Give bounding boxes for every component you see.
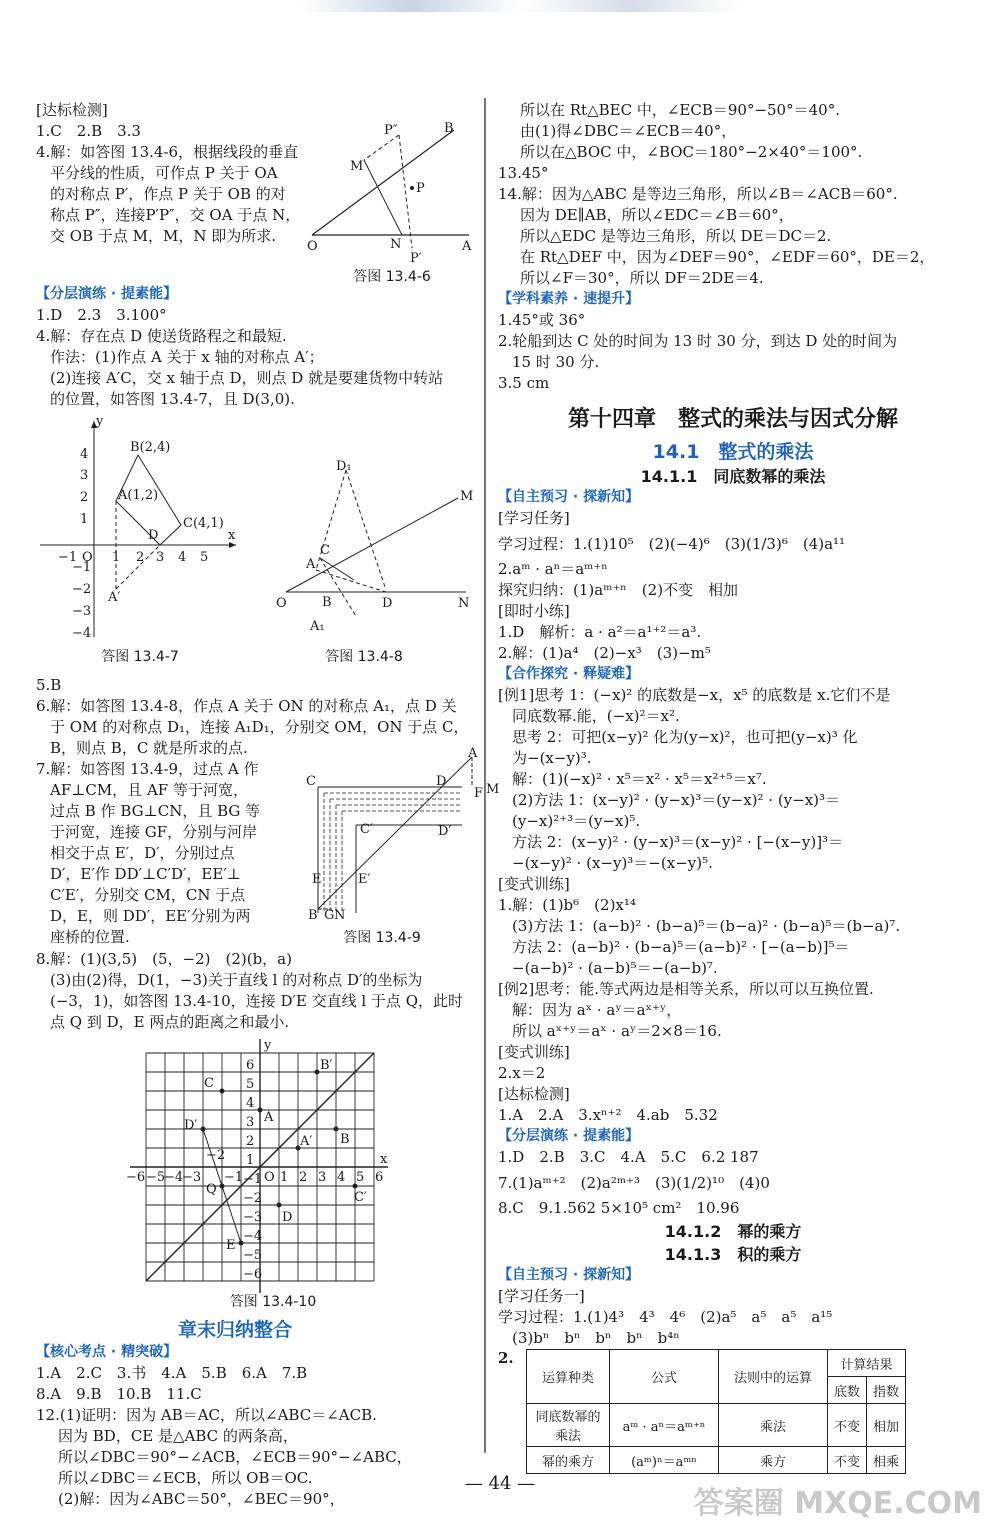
figure-13-4-6 — [304, 120, 474, 266]
section-header: 【自主预习 · 探新知】 — [498, 1267, 640, 1283]
svg-text:C: C — [306, 774, 316, 789]
text-line: 3.5 cm — [498, 374, 550, 392]
text-line: 学习过程：1.(1)10⁵ (2)(−4)⁶ (3)(1/3)⁶ (4)a¹¹ — [498, 535, 846, 553]
svg-text:−5: −5 — [146, 1170, 166, 1185]
svg-text:O: O — [82, 550, 93, 565]
svg-text:y: y — [96, 414, 104, 429]
table-row — [527, 1404, 906, 1447]
section-header: 【分层演练 · 提素能】 — [498, 1128, 640, 1144]
svg-text:−3: −3 — [182, 1170, 202, 1185]
figure-13-4-8 — [276, 440, 476, 634]
answers-line: 13.45° — [498, 164, 549, 182]
text-line: 所以在△BOC 中，∠BOC＝180°−2×40°＝100°. — [520, 143, 863, 161]
subsection-title: 14.1.1 同底数幂的乘法 — [640, 467, 826, 486]
watermark: 答案圈 MXQE.COM — [693, 1486, 982, 1521]
svg-text:1: 1 — [112, 550, 121, 565]
svg-text:M: M — [460, 489, 474, 504]
svg-text:y: y — [264, 1038, 272, 1053]
svg-text:1: 1 — [280, 1170, 289, 1185]
text-line: AF⊥CM，且 AF 等于河宽， — [50, 781, 248, 799]
svg-text:B: B — [340, 1132, 350, 1147]
text-line: C′E′，分别交 CM，CN 于点 — [50, 886, 246, 904]
table-cell: 同底数幂的乘法 — [527, 1404, 610, 1447]
text-line: 方法 2：(a−b)² · (b−a)⁵＝(a−b)² · [−(a−b)]⁵＝ — [512, 938, 850, 956]
svg-text:−2: −2 — [243, 1191, 263, 1206]
figure-caption: 答图 13.4-7 — [101, 649, 179, 665]
svg-text:3: 3 — [156, 550, 165, 565]
text-line: 8.解：(1)(3,5) (5，−2) (2)(b，a) — [36, 950, 292, 968]
text-line: 所以在 Rt△BEC 中，∠ECB＝90°−50°＝40°. — [520, 101, 840, 119]
text-line: 2.aᵐ · aⁿ＝aᵐ⁺ⁿ — [498, 560, 608, 578]
figure-caption: 答图 13.4-9 — [343, 930, 421, 946]
table-cell: aᵐ · aⁿ＝aᵐ⁺ⁿ — [610, 1404, 719, 1447]
svg-text:N: N — [390, 237, 402, 252]
q4-block — [36, 100, 474, 285]
table-cell: 不变 — [828, 1404, 867, 1447]
svg-text:−1: −1 — [224, 1170, 244, 1185]
text-line: 2.轮船到达 C 处的时间为 13 时 30 分，到达 D 处的时间为 — [498, 332, 898, 350]
svg-text:N: N — [334, 908, 346, 923]
text-line: 相交于点 E′，D′，分别过点 — [50, 844, 235, 862]
svg-text:2: 2 — [246, 1134, 255, 1149]
text-line: 所以∠DBC＝∠ECB，所以 OB＝OC. — [58, 1469, 313, 1487]
text-line: 的对称点 P′，作点 P 关于 OB 的对 — [50, 185, 286, 203]
subsection-title: 14.1.3 积的乘方 — [664, 1245, 802, 1264]
svg-text:D′: D′ — [438, 824, 452, 839]
text-line: 12.(1)证明：因为 AB＝AC，所以∠ABC＝∠ACB. — [36, 1406, 377, 1424]
answers-line: 1.A 2.C 3.书 4.A 5.B 6.A 7.B — [36, 1364, 308, 1382]
text-line: 2.解：(1)a⁴ (2)−x³ (3)−m⁵ — [498, 644, 711, 662]
chapter-summary-title: 章末归纳整合 — [177, 1319, 292, 1341]
svg-text:P″: P″ — [384, 123, 398, 138]
section-header: 【合作探究 · 释疑难】 — [498, 666, 640, 682]
svg-text:C′: C′ — [360, 822, 373, 837]
text-line: 称点 P″，连接P′P″，交 OA 于点 N， — [50, 206, 301, 224]
text-line: 由(1)得∠DBC＝∠ECB＝40°， — [520, 122, 737, 140]
text-line: 座桥的位置. — [50, 928, 130, 946]
svg-text:−6: −6 — [126, 1170, 146, 1185]
top-decoration — [300, 0, 740, 12]
svg-text:G: G — [324, 908, 335, 923]
svg-text:F: F — [474, 786, 484, 801]
subsection-title: 14.1.2 幂的乘方 — [664, 1222, 802, 1241]
svg-text:−2: −2 — [72, 582, 92, 597]
text-line: 所以∠DBC＝90°−∠ACB，∠ECB＝90°−∠ABC， — [58, 1448, 412, 1466]
table-cell: 相乘 — [867, 1447, 906, 1474]
svg-text:−4: −4 — [243, 1229, 263, 1244]
svg-text:2: 2 — [299, 1170, 308, 1185]
table-row — [527, 1447, 906, 1474]
text-line: 15 时 30 分. — [512, 353, 600, 371]
text-line: 1.解：(1)b⁶ (2)x¹⁴ — [498, 896, 636, 914]
svg-text:O: O — [307, 239, 318, 254]
text-line: 1.D 解析：a · a²＝a¹⁺²＝a³. — [498, 623, 702, 641]
text-line: 14.解：因为△ABC 是等边三角形，所以∠B＝∠ACB＝60°. — [498, 185, 898, 203]
text-line: 6.解：如答图 13.4-8，作点 A 关于 ON 的对称点 A₁，点 D 关 — [36, 697, 457, 715]
text-line: [达标检测] — [498, 1085, 570, 1103]
svg-text:B(2,4): B(2,4) — [130, 440, 171, 455]
svg-text:A₁: A₁ — [310, 619, 325, 634]
text-line: 在 Rt△DEF 中，因为∠DEF＝90°，∠EDF＝60°，DE＝2， — [520, 248, 935, 266]
text-line: 交 OB 于点 M，M，N 即为所求. — [50, 227, 277, 245]
text-line: 学习过程：1.(1)4³ 4³ 4⁶ (2)a⁵ a⁵ a⁵ a¹⁵ — [498, 1308, 833, 1326]
text-line: 为−(x−y)³. — [512, 749, 592, 767]
svg-text:2: 2 — [136, 550, 145, 565]
svg-text:A: A — [462, 239, 472, 254]
text-line: 思考 2：可把(x−y)² 化为(y−x)²，也可把(y−x)³ 化 — [512, 728, 858, 746]
text-line: [变式训练] — [498, 1043, 570, 1061]
text-line: 4.解：存在点 D 使送货路程之和最短. — [36, 327, 287, 345]
text-line: 解：因为 aˣ · aʸ＝aˣ⁺ʸ， — [512, 1001, 682, 1019]
svg-text:−4: −4 — [72, 626, 92, 641]
text-line: 4.解：如答图 13.4-6，根据线段的垂直 — [36, 143, 299, 161]
table-header: 运算种类 — [527, 1350, 610, 1404]
svg-text:A: A — [264, 1110, 274, 1125]
figure-13-4-10 — [126, 1035, 396, 1293]
text-line: 同底数幂.能，(−x)²＝x². — [512, 707, 680, 725]
svg-text:4: 4 — [178, 550, 187, 565]
svg-text:4: 4 — [246, 1096, 255, 1111]
text-line: [例2]思考：能.等式两边是相等关系，所以可以互换位置. — [498, 980, 874, 998]
svg-text:D′: D′ — [184, 1118, 198, 1133]
text-line: (2)连接 A′C，交 x 轴于点 D，则点 D 就是要建货物中转站 — [50, 369, 444, 387]
svg-text:A′: A′ — [300, 1134, 313, 1149]
svg-text:3: 3 — [318, 1170, 327, 1185]
svg-text:N: N — [458, 596, 470, 611]
section-title: 14.1 整式的乘法 — [652, 441, 814, 463]
svg-text:B: B — [322, 595, 332, 610]
svg-text:D: D — [282, 1210, 293, 1225]
svg-text:E: E — [226, 1238, 236, 1253]
svg-text:M: M — [486, 782, 500, 797]
svg-text:D: D — [382, 596, 393, 611]
section-header: 【自主预习 · 探新知】 — [498, 489, 640, 505]
text-line: 的位置，如答图 13.4-7，且 D(3,0). — [50, 390, 295, 408]
section-header: 【核心考点 · 精突破】 — [36, 1344, 178, 1360]
text-line: D，E，则 DD′，EE′分别为两 — [50, 907, 251, 925]
text-line: 因为 DE∥AB，所以∠EDC＝∠B＝60°， — [520, 206, 794, 224]
figure-caption: 答图 13.4-6 — [353, 269, 431, 285]
text-line: B，则点 B，C 就是所求的点. — [50, 739, 248, 757]
table-cell: 相加 — [867, 1404, 906, 1447]
svg-text:B′: B′ — [320, 1058, 333, 1073]
svg-text:P: P — [416, 181, 425, 196]
svg-text:−2: −2 — [206, 1148, 226, 1163]
svg-text:D: D — [436, 774, 447, 789]
svg-text:C(4,1): C(4,1) — [183, 516, 224, 531]
svg-text:3: 3 — [246, 1115, 255, 1130]
table-cell: 乘法 — [719, 1404, 828, 1447]
text-line: 于河宽，连接 GF，分别与河岸 — [50, 823, 258, 841]
svg-text:5: 5 — [200, 550, 209, 565]
answers-line: 1.D 2.3 3.100° — [36, 306, 167, 324]
svg-text:1: 1 — [80, 512, 89, 527]
table-cell: 不变 — [828, 1447, 867, 1474]
text-line: [学习任务] — [498, 509, 570, 527]
svg-text:A(1,2): A(1,2) — [118, 488, 159, 503]
page-number: — 44 — — [464, 1473, 536, 1494]
figure-13-4-7 — [36, 415, 246, 640]
text-line: 1.45°或 36° — [498, 311, 586, 329]
svg-text:4: 4 — [337, 1170, 346, 1185]
text-line: 解：(1)(−x)² · x⁵＝x² · x⁵＝x²⁺⁵＝x⁷. — [512, 770, 767, 788]
figure-13-4-10-block — [36, 1033, 474, 1315]
svg-text:D: D — [148, 528, 159, 543]
svg-text:−1: −1 — [72, 560, 92, 575]
text-line: 于 OM 的对称点 D₁，连接 A₁D₁，分别交 OM，ON 于点 C， — [50, 718, 469, 736]
svg-text:1: 1 — [246, 1153, 255, 1168]
text-line: 过点 B 作 BG⊥CN，且 BG 等 — [50, 802, 261, 820]
svg-text:−5: −5 — [243, 1248, 263, 1263]
svg-text:E: E — [312, 872, 322, 887]
svg-text:A′: A′ — [108, 590, 121, 605]
svg-text:C: C — [204, 1076, 214, 1091]
answers-line: 8.A 9.B 10.B 11.C — [36, 1385, 202, 1403]
text-line: [例1]思考 1：(−x)² 的底数是−x，x⁵ 的底数是 x.它们不是 — [498, 686, 891, 704]
svg-text:O: O — [276, 596, 287, 611]
right-column — [498, 100, 968, 1474]
table-cell: 乘方 — [719, 1447, 828, 1474]
svg-text:3: 3 — [80, 468, 89, 483]
table-cell: (aᵐ)ⁿ＝aᵐⁿ — [610, 1447, 719, 1474]
svg-text:C: C — [320, 543, 330, 558]
text-line: 平分线的性质，可作点 P 关于 OA — [50, 164, 278, 182]
figure-caption: 答图 13.4-10 — [229, 1294, 317, 1310]
figures-7-8 — [36, 410, 474, 675]
figure-13-4-9 — [272, 746, 500, 923]
text-line: 所以△EDC 是等边三角形，所以 DE＝DC＝2. — [520, 227, 832, 245]
table-header: 计算结果 — [828, 1350, 906, 1377]
text-line: 探究归纳：(1)aᵐ⁺ⁿ (2)不变 相加 — [498, 581, 739, 599]
text-line: −(a−b)² · (a−b)⁵＝−(a−b)⁷. — [512, 959, 718, 977]
svg-text:−1: −1 — [58, 550, 78, 565]
table-header: 公式 — [610, 1350, 719, 1404]
table-header: 底数 — [828, 1377, 867, 1404]
svg-text:x: x — [380, 1152, 388, 1167]
table-header: 法则中的运算 — [719, 1350, 828, 1404]
svg-text:P′: P′ — [410, 251, 422, 266]
text-line: 点 Q 到 D，E 两点的距离之和最小. — [50, 1013, 290, 1031]
svg-text:5: 5 — [246, 1077, 255, 1092]
text-line: 方法 2：(x−y)² · (y−x)³＝(x−y)² · [−(x−y)]³＝ — [512, 833, 844, 851]
item-number: 2. — [498, 1349, 514, 1367]
section-label: [达标检测] — [36, 101, 108, 119]
figure-caption: 答图 13.4-8 — [325, 649, 403, 665]
answers-line: 7.(1)aᵐ⁺² (2)a²ᵐ⁺³ (3)(1/2)¹⁰ (4)0 — [498, 1174, 770, 1192]
text-line: −(x−y)² · (x−y)³＝−(x−y)⁵. — [512, 854, 713, 872]
svg-text:C′: C′ — [354, 1190, 367, 1205]
rules-table — [526, 1349, 906, 1474]
text-line: (3)bⁿ bⁿ bⁿ bⁿ b⁴ⁿ — [512, 1329, 680, 1347]
svg-text:A: A — [468, 746, 478, 761]
svg-text:−6: −6 — [243, 1267, 263, 1282]
svg-text:O: O — [264, 1170, 275, 1185]
table-header: 指数 — [867, 1377, 906, 1404]
text-line: 所以 aˣ⁺ʸ＝aˣ · aʸ＝2×8＝16. — [512, 1022, 722, 1040]
text-line: D′，E′作 DD′⊥C′D′，EE′⊥ — [50, 865, 241, 883]
svg-text:A: A — [306, 557, 316, 572]
answers-line: 1.A 2.A 3.xⁿ⁺² 4.ab 5.32 — [498, 1106, 718, 1124]
text-line: [学习任务一] — [498, 1287, 585, 1305]
column-divider — [484, 98, 486, 1453]
svg-text:−1: −1 — [243, 1172, 263, 1187]
text-line: (y−x)²⁺³＝(y−x)⁵. — [512, 812, 641, 830]
table-cell: 幂的乘方 — [527, 1447, 610, 1474]
text-line: [即时小练] — [498, 602, 570, 620]
svg-text:M: M — [350, 159, 364, 174]
svg-text:2: 2 — [80, 490, 89, 505]
text-line: (3)方法 1：(a−b)² · (b−a)⁵＝(b−a)² · (b−a)⁵＝(b−a)⁷. — [512, 917, 901, 935]
section-header: 【学科素养 · 速提升】 — [498, 291, 640, 307]
text-line: 所以∠F＝30°，所以 DF＝2DE＝4. — [520, 269, 764, 287]
text-line: 2.x＝2 — [498, 1064, 546, 1082]
svg-text:6: 6 — [375, 1170, 384, 1185]
svg-text:−4: −4 — [164, 1170, 184, 1185]
svg-text:B: B — [308, 908, 318, 923]
text-line: (2)方法 1：(x−y)² · (y−x)³＝(y−x)² · (y−x)³＝ — [512, 791, 841, 809]
section-header: 【分层演练 · 提素能】 — [36, 286, 178, 302]
text-line: (2)解：因为∠ABC＝50°，∠BEC＝90°， — [58, 1490, 345, 1508]
text-line: [变式训练] — [498, 875, 570, 893]
svg-text:5: 5 — [356, 1170, 365, 1185]
svg-text:6: 6 — [246, 1058, 255, 1073]
answers-line: 5.B — [36, 676, 62, 694]
answers-line: 1.C 2.B 3.3 — [36, 122, 141, 140]
svg-text:−3: −3 — [243, 1210, 263, 1225]
svg-text:4: 4 — [80, 447, 89, 462]
text-line: 7.解：如答图 13.4-9，过点 A 作 — [36, 760, 259, 778]
svg-text:B: B — [444, 121, 454, 136]
text-line: (−3，1)，如答图 13.4-10，连接 D′E 交直线 l 于点 Q，此时 — [50, 992, 463, 1010]
svg-text:D₁: D₁ — [336, 459, 352, 474]
table-block — [498, 1349, 968, 1474]
svg-text:x: x — [228, 528, 236, 543]
svg-text:E′: E′ — [358, 872, 371, 887]
answers-line: 1.D 2.B 3.C 4.A 5.C 6.2 187 — [498, 1148, 759, 1166]
svg-text:−3: −3 — [72, 604, 92, 619]
chapter-title: 第十四章 整式的乘法与因式分解 — [567, 407, 898, 432]
answers-line: 8.C 9.1.562 5×10⁵ cm² 10.96 — [498, 1199, 740, 1217]
text-line: 因为 BD，CE 是△ABC 的两条高， — [58, 1427, 298, 1445]
svg-text:Q: Q — [206, 1182, 217, 1197]
text-line: (3)由(2)得，D(1，−3)关于直线 l 的对称点 D′的坐标为 — [50, 971, 423, 989]
text-line: 作法：(1)作点 A 关于 x 轴的对称点 A′； — [50, 348, 324, 366]
